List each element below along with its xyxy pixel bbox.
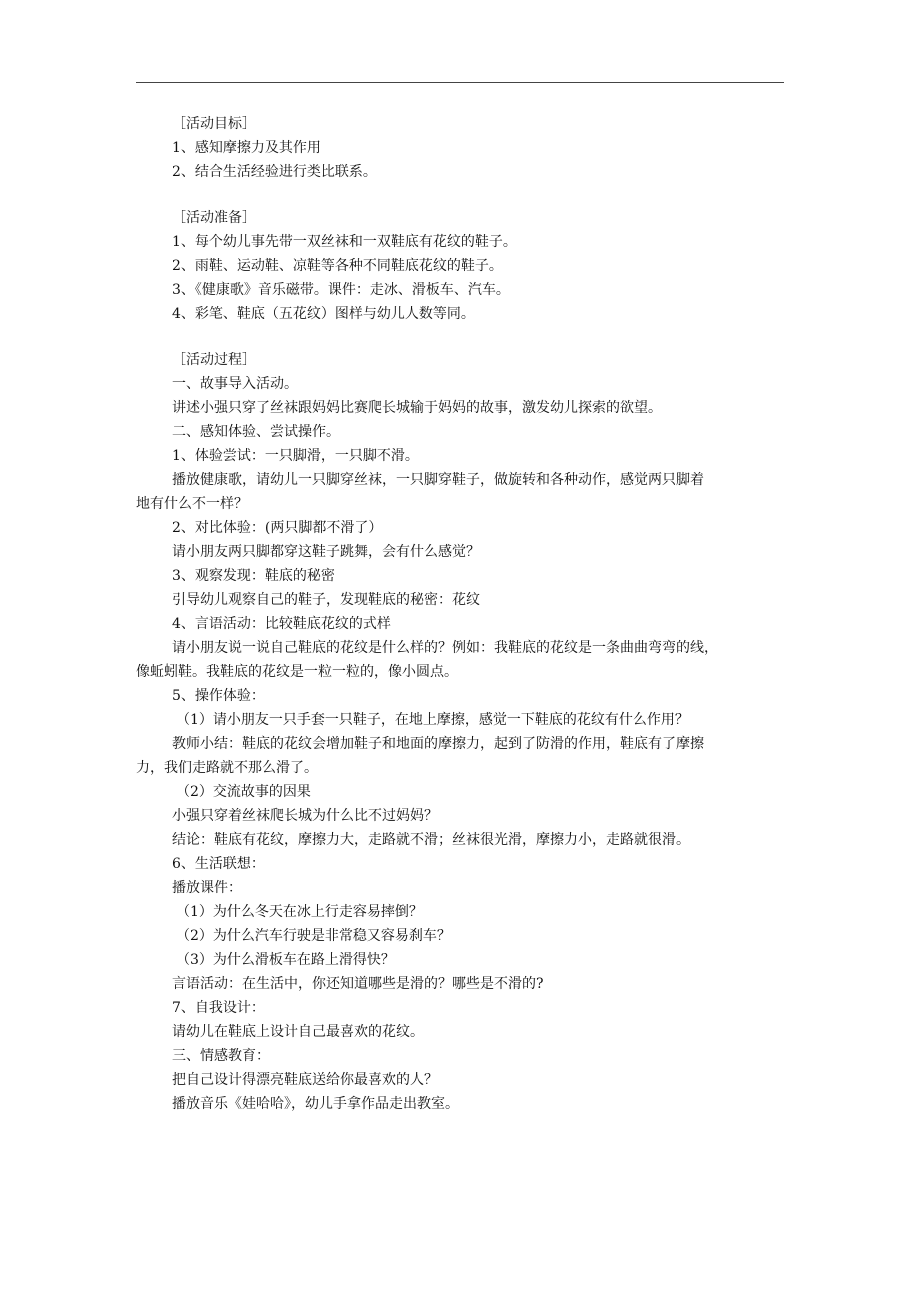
process-line: 引导幼儿观察自己的鞋子，发现鞋底的秘密：花纹 [172, 592, 480, 608]
process-line: 一、故事导入活动。 [172, 376, 298, 392]
process-line: 6、生活联想： [172, 856, 265, 872]
process-heading: ［活动过程］ [172, 352, 256, 368]
process-sub-item: （3）为什么滑板车在路上滑得快？ [176, 952, 395, 968]
section-gap [172, 326, 792, 348]
process-line: 4、言语活动：比较鞋底花纹的式样 [172, 616, 391, 632]
section-gap [172, 184, 792, 206]
process-line: 言语活动：在生活中，你还知道哪些是滑的？哪些是不滑的? [172, 976, 544, 992]
process-line: 2、对比体验：(两只脚都不滑了） [172, 520, 383, 536]
process-paragraph-line: 请小朋友说一说自己鞋底的花纹是什么样的？例如：我鞋底的花纹是一条曲曲弯弯的线， [172, 640, 718, 656]
preparation-heading: ［活动准备］ [172, 210, 256, 226]
process-paragraph-line: 教师小结：鞋底的花纹会增加鞋子和地面的摩擦力，起到了防滑的作用，鞋底有了摩擦 [172, 736, 704, 752]
process-line: 7、自我设计： [172, 1000, 265, 1016]
process-sub-item: （2）交流故事的因果 [176, 784, 311, 800]
process-line: 播放音乐《娃哈哈》，幼儿手拿作品走出教室。 [172, 1096, 459, 1112]
process-line: 播放课件： [172, 880, 242, 896]
header-rule [136, 82, 784, 83]
process-paragraph-line: 播放健康歌，请幼儿一只脚穿丝袜，一只脚穿鞋子，做旋转和各种动作，感觉两只脚着 [172, 472, 704, 488]
process-line: 请小朋友两只脚都穿这鞋子跳舞，会有什么感觉？ [172, 544, 480, 560]
process-line: 5、操作体验： [172, 688, 265, 704]
process-line: 结论：鞋底有花纹，摩擦力大，走路就不滑；丝袜很光滑，摩擦力小，走路就很滑。 [172, 832, 690, 848]
goal-item: 1、感知摩擦力及其作用 [172, 140, 321, 156]
process-sub-item: （1）为什么冬天在冰上行走容易摔倒？ [176, 904, 423, 920]
process-line: 请幼儿在鞋底上设计自己最喜欢的花纹。 [172, 1024, 424, 1040]
preparation-item: 1、每个幼儿事先带一双丝袜和一双鞋底有花纹的鞋子。 [172, 234, 517, 250]
process-line: 3、观察发现：鞋底的秘密 [172, 568, 335, 584]
goals-heading: ［活动目标］ [172, 116, 256, 132]
process-paragraph-continuation: 地有什么不一样？ [136, 496, 248, 512]
document-body [136, 112, 792, 1116]
preparation-item: 3、《健康歌》音乐磁带。课件：走冰、滑板车、汽车。 [172, 282, 510, 298]
goal-item: 2、结合生活经验进行类比联系。 [172, 164, 377, 180]
preparation-item: 4、彩笔、鞋底（五花纹）图样与幼儿人数等同。 [172, 306, 475, 322]
process-sub-item: （1）请小朋友一只手套一只鞋子，在地上摩擦，感觉一下鞋底的花纹有什么作用？ [176, 712, 689, 728]
process-line: 三、情感教育： [172, 1048, 270, 1064]
process-line: 把自己设计得漂亮鞋底送给你最喜欢的人？ [172, 1072, 438, 1088]
process-line: 二、感知体验、尝试操作。 [172, 424, 340, 440]
process-line: 1、体验尝试：一只脚滑，一只脚不滑。 [172, 448, 419, 464]
preparation-item: 2、雨鞋、运动鞋、凉鞋等各种不同鞋底花纹的鞋子。 [172, 258, 503, 274]
process-section [136, 348, 792, 1116]
process-paragraph-continuation: 像蚯蚓鞋。我鞋底的花纹是一粒一粒的，像小圆点。 [136, 664, 458, 680]
process-sub-item: （2）为什么汽车行驶是非常稳又容易刹车？ [176, 928, 451, 944]
process-line: 讲述小强只穿了丝袜跟妈妈比赛爬长城输于妈妈的故事，激发幼儿探索的欲望。 [172, 400, 662, 416]
goals-section [172, 112, 792, 184]
preparation-section [172, 206, 792, 326]
process-line: 小强只穿着丝袜爬长城为什么比不过妈妈？ [172, 808, 438, 824]
process-paragraph-continuation: 力，我们走路就不那么滑了。 [136, 760, 318, 776]
